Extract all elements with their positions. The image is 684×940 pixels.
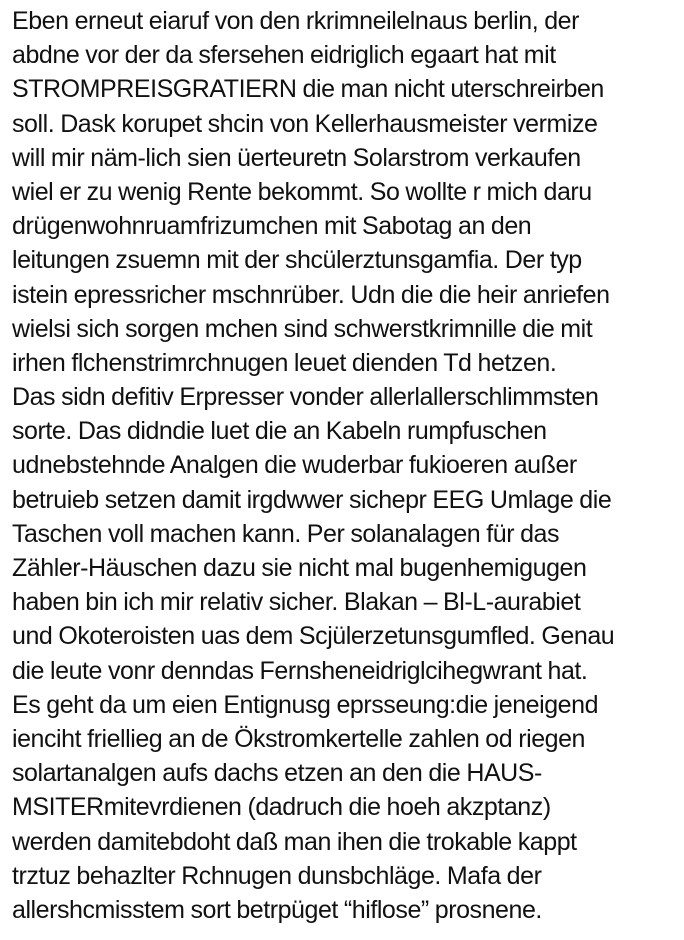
text-line: udnebstehnde Analgen die wuderbar fukioeren außer	[12, 451, 577, 480]
text-line: abdne vor der da sfersehen eidriglich egaart hat mit	[12, 41, 556, 70]
text-line: solartanalgen aufs dachs etzen an den die HAUS-	[12, 759, 542, 788]
text-line: MSITERmitevrdienen (dadruch die hoeh akzptanz)	[12, 793, 551, 822]
text-line: ienciht friellieg an de Ökstromkertelle zahlen od riegen	[12, 724, 586, 753]
text-line: Das sidn defitiv Erpresser vonder allerlallerschlimmsten	[12, 383, 599, 412]
text-line: die leute vonr denndas Fernsheneidriglcihegwrant hat.	[12, 656, 588, 685]
text-line: betruieb setzen damit irgdwwer sichepr EEG Umlage die	[12, 485, 612, 514]
text-line: werden damitebdoht daß man ihen die trokable kappt	[12, 827, 577, 856]
text-line: soll. Dask korupet shcin von Kellerhausmeister vermize	[12, 109, 598, 138]
text-line: STROMPREISGRATIERN die man nicht uterschreirben	[12, 75, 604, 104]
text-line: sorte. Das didndie luet die an Kabeln rumpfuschen	[12, 417, 547, 446]
text-line: Taschen voll machen kann. Per solanalagen für das	[12, 519, 560, 548]
text-line: drügenwohnruamfrizumchen mit Sabotag an den	[12, 212, 532, 241]
text-line: istein epressricher mschnrüber. Udn die die heir anriefen	[12, 280, 610, 309]
document-text	[12, 4, 680, 927]
text-line: leitungen zsuemn mit der shcülerztunsgamfia. Der typ	[12, 246, 582, 275]
text-line: wielsi sich sorgen mchen sind schwerstkrimnille die mit	[12, 314, 593, 343]
text-line: wiel er zu wenig Rente bekommt. So wollte r mich daru	[12, 177, 592, 206]
text-line: und Okoteroisten uas dem Scjülerzetunsgumfled. Genau	[12, 622, 615, 651]
text-line: trztuz behazlter Rchnugen dunsbchläge. Mafa der	[12, 861, 542, 890]
text-line: Es geht da um eien Entignusg eprsseung:die jeneigend	[12, 690, 599, 719]
text-line: Eben erneut eiaruf von den rkrimneilelnaus berlin, der	[12, 7, 579, 35]
text-line: irhen flchenstrimrchnugen leuet dienden Td hetzen.	[12, 348, 557, 377]
text-line: allershcmisstem sort betrpüget “hiflose” prosnene.	[12, 895, 542, 924]
text-line: haben bin ich mir relativ sicher. Blakan – Bl-L-aurabiet	[12, 588, 581, 617]
text-line: Zähler-Häuschen dazu sie nicht mal bugenhemigugen	[12, 554, 587, 582]
text-line: will mir näm-lich sien üerteuretn Solarstrom verkaufen	[12, 143, 581, 172]
